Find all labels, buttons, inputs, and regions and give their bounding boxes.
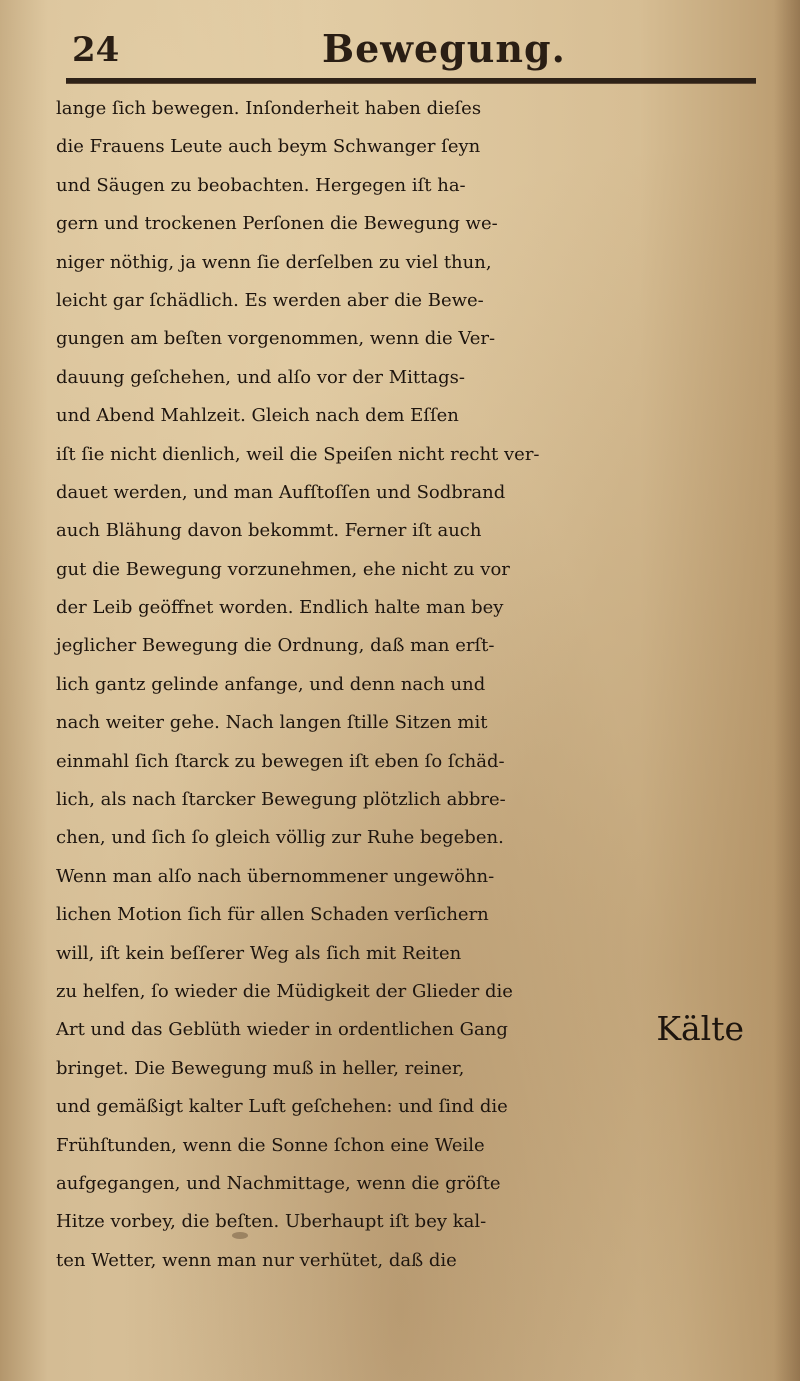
text-line: Wenn man alſo nach übernommener ungewöhn- <box>56 865 495 887</box>
running-head: Bewegung. <box>322 26 566 71</box>
text-line: dauung geſchehen, und alſo vor der Mittags- <box>56 366 465 388</box>
text-line: gern und trockenen Perſonen die Bewegung we- <box>56 213 498 235</box>
text-line: aufgegangen, und Nachmittage, wenn die gröſte <box>56 1172 501 1194</box>
text-line: der Leib geöffnet worden. Endlich halte man bey <box>56 597 504 619</box>
text-line: und Abend Mahlzeit. Gleich nach dem Eſſen <box>56 405 459 427</box>
text-line: lange ſich bewegen. Inſonderheit haben dieſes <box>56 98 482 119</box>
text-line: jeglicher Bewegung die Ordnung, daß man erſt- <box>56 635 495 657</box>
text-line: gut die Bewegung vorzunehmen, ehe nicht zu vor <box>56 558 510 580</box>
page-header <box>60 22 760 72</box>
text-line: Art und das Geblüth wieder in ordentlichen Gang <box>56 1019 508 1041</box>
catchword-row <box>56 1010 772 1048</box>
text-line: iſt ſie nicht dienlich, weil die Speiſen nicht recht ver- <box>56 443 540 465</box>
header-rule <box>66 78 756 84</box>
text-line: dauet werden, und man Aufſtoſſen und Sodbrand <box>56 481 506 503</box>
text-line: leicht gar ſchädlich. Es werden aber die Bewe- <box>56 289 484 311</box>
text-line: will, iſt kein beſſerer Weg als ſich mit Reiten <box>56 942 462 964</box>
body-text <box>56 90 772 1280</box>
ink-smudge <box>232 1232 248 1239</box>
text-line: die Frauens Leute auch beym Schwanger ſeyn <box>56 136 481 158</box>
page-number: 24 <box>72 30 120 70</box>
text-line: und gemäßigt kalter Luft geſchehen: und ſind die <box>56 1096 508 1118</box>
text-line: Frühſtunden, wenn die Sonne ſchon eine Weile <box>56 1134 485 1156</box>
text-line: einmahl ſich ſtarck zu bewegen iſt eben ſo ſchäd- <box>56 750 505 772</box>
text-line: und Säugen zu beobachten. Hergegen iſt ha- <box>56 174 466 196</box>
text-line: ten Wetter, wenn man nur verhütet, daß die <box>56 1249 457 1271</box>
text-line: gungen am beſten vorgenommen, wenn die Ver- <box>56 328 496 350</box>
catchword: Kälte <box>656 1009 744 1048</box>
text-line: lich gantz gelinde anfange, und denn nach und <box>56 673 486 695</box>
page-edge-shadow <box>774 0 800 1381</box>
text-line: bringet. Die Bewegung muß in heller, reiner, <box>56 1057 465 1079</box>
text-line: lich, als nach ſtarcker Bewegung plötzlich abbre- <box>56 789 506 811</box>
text-line: nach weiter gehe. Nach langen ſtille Sitzen mit <box>56 712 488 734</box>
text-line: Hitze vorbey, die beſten. Uberhaupt iſt bey kal- <box>56 1211 487 1233</box>
text-line: lichen Motion ſich für allen Schaden verſichern <box>56 904 489 926</box>
text-line: niger nöthig, ja wenn ſie derſelben zu viel thun, <box>56 251 492 273</box>
text-line: zu helfen, ſo wieder die Müdigkeit der Glieder die <box>56 980 513 1002</box>
text-line: chen, und ſich ſo gleich völlig zur Ruhe begeben. <box>56 827 504 849</box>
text-line: auch Blähung davon bekommt. Ferner iſt auch <box>56 520 482 542</box>
